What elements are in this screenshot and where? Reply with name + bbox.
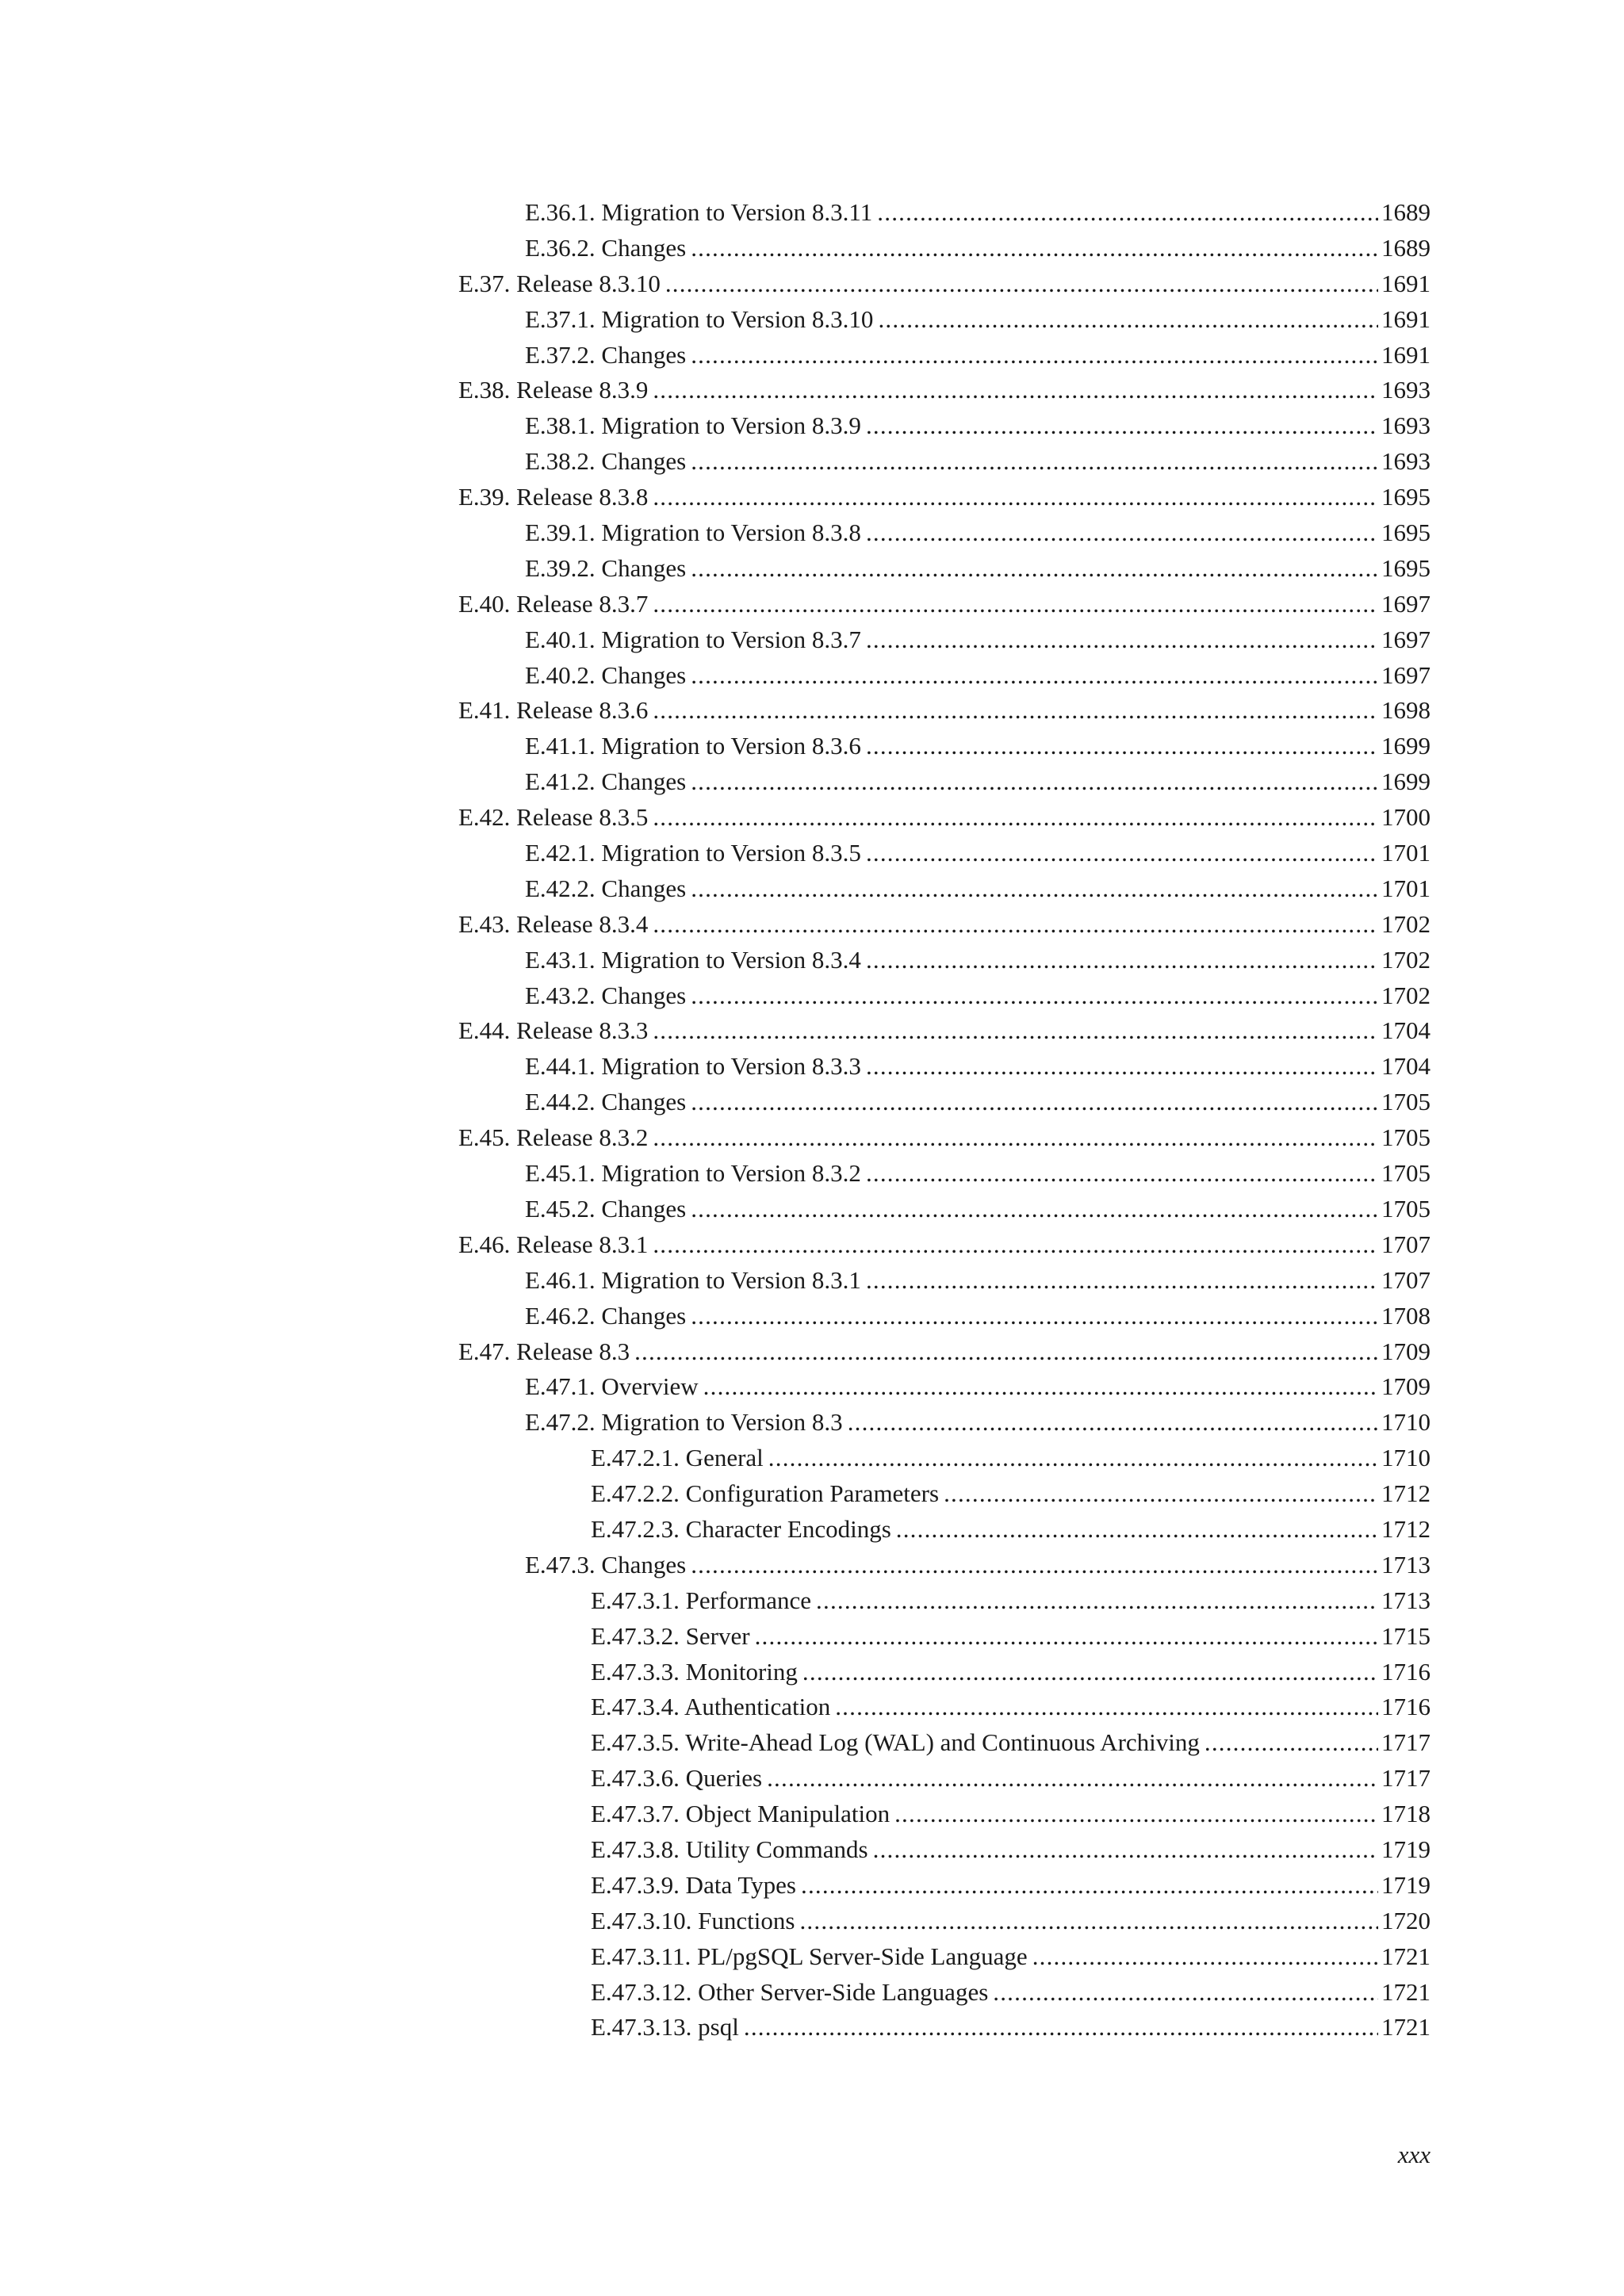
toc-entry-label: E.47.2.2. Configuration Parameters [591,1479,940,1508]
toc-entry[interactable] [458,871,1431,907]
toc-entry-page: 1693 [1381,411,1431,440]
dot-leader [691,871,1378,907]
toc-entry-label: E.47.3.6. Queries [591,1764,763,1793]
toc-entry[interactable] [458,373,1431,408]
toc-entry-page: 1707 [1381,1265,1431,1294]
dot-leader [691,764,1378,800]
toc-entry[interactable] [458,1369,1431,1405]
toc-entry-page: 1695 [1381,519,1431,547]
toc-entry-page: 1721 [1381,1977,1431,2006]
toc-entry[interactable] [458,338,1431,373]
dot-leader [653,907,1378,943]
dot-leader [691,444,1378,480]
toc-entry-label: E.42. Release 8.3.5 [458,803,649,832]
dot-leader [877,195,1378,231]
toc-entry-page: 1708 [1381,1301,1431,1330]
toc-entry[interactable] [458,1013,1431,1049]
toc-entry-label: E.47. Release 8.3 [458,1337,630,1365]
dot-leader [653,1120,1378,1156]
toc-entry-label: E.37.1. Migration to Version 8.3.10 [525,304,874,333]
dot-leader [866,1263,1378,1299]
toc-entry-label: E.44. Release 8.3.3 [458,1016,649,1045]
toc-entry-page: 1705 [1381,1088,1431,1116]
dot-leader [691,551,1378,587]
dot-leader [691,1192,1378,1227]
dot-leader [768,1441,1378,1476]
toc-entry-page: 1699 [1381,767,1431,796]
toc-entry-page: 1709 [1381,1337,1431,1365]
dot-leader [816,1583,1378,1619]
toc-entry[interactable] [458,1476,1431,1512]
dot-leader [767,1761,1378,1797]
toc-entry[interactable] [458,1761,1431,1797]
dot-leader [653,800,1378,836]
toc-entry[interactable] [458,231,1431,266]
toc-entry-label: E.47.1. Overview [525,1372,699,1401]
toc-entry-label: E.39. Release 8.3.8 [458,483,649,511]
dot-leader [755,1619,1378,1655]
dot-leader [866,515,1378,551]
dot-leader [866,622,1378,658]
toc-entry-label: E.47.3.8. Utility Commands [591,1835,868,1863]
toc-entry-page: 1701 [1381,839,1431,867]
toc-entry-page: 1712 [1381,1514,1431,1543]
toc-entry-page: 1700 [1381,803,1431,832]
dot-leader [1032,1939,1378,1975]
toc-entry[interactable] [458,658,1431,694]
toc-entry-page: 1717 [1381,1728,1431,1757]
toc-entry-label: E.36.2. Changes [525,233,687,262]
toc-entry-page: 1705 [1381,1159,1431,1188]
dot-leader [653,373,1378,408]
toc-entry[interactable] [458,1192,1431,1227]
dot-leader [801,1868,1378,1904]
toc-entry-page: 1701 [1381,874,1431,902]
toc-entry-page: 1689 [1381,233,1431,262]
dot-leader [993,1975,1378,2011]
dot-leader [691,1548,1378,1583]
toc-entry-page: 1720 [1381,1906,1431,1934]
toc-entry[interactable] [458,515,1431,551]
toc-entry-label: E.44.2. Changes [525,1088,687,1116]
toc-entry[interactable] [458,587,1431,622]
dot-leader [866,836,1378,871]
toc-entry-page: 1719 [1381,1870,1431,1899]
toc-entry-label: E.45. Release 8.3.2 [458,1123,649,1152]
toc-entry-label: E.41.2. Changes [525,767,687,796]
page-number: xxx [1397,2141,1431,2168]
toc-entry-label: E.39.1. Migration to Version 8.3.8 [525,519,861,547]
dot-leader [866,943,1378,978]
dot-leader [873,1832,1378,1868]
toc-entry-page: 1697 [1381,625,1431,653]
toc-entry[interactable] [458,1583,1431,1619]
toc-entry-page: 1721 [1381,2013,1431,2042]
toc-entry-label: E.47.3.13. psql [591,2013,739,2042]
toc-entry[interactable] [458,1868,1431,1904]
dot-leader [744,2010,1378,2045]
toc-entry-label: E.47.2. Migration to Version 8.3 [525,1408,843,1437]
toc-entry-page: 1691 [1381,269,1431,297]
toc-entry-page: 1716 [1381,1657,1431,1686]
toc-entry-label: E.47.3.11. PL/pgSQL Server-Side Language [591,1942,1028,1970]
toc-entry[interactable] [458,1797,1431,1832]
toc-entry[interactable] [458,729,1431,764]
dot-leader [944,1476,1378,1512]
toc-entry-label: E.36.1. Migration to Version 8.3.11 [525,198,873,226]
toc-entry-label: E.47.3.5. Write-Ahead Log (WAL) and Continuous Archiving [591,1728,1200,1757]
dot-leader [799,1904,1378,1939]
toc-entry[interactable] [458,551,1431,587]
toc-entry-label: E.47.3.4. Authentication [591,1693,831,1721]
toc-entry-label: E.47.3.9. Data Types [591,1870,796,1899]
toc-entry-page: 1695 [1381,483,1431,511]
toc-entry[interactable] [458,1441,1431,1476]
toc-entry-label: E.46.1. Migration to Version 8.3.1 [525,1265,861,1294]
toc-entry-label: E.37.2. Changes [525,340,687,369]
toc-entry[interactable] [458,907,1431,943]
dot-leader [653,1013,1378,1049]
toc-entry-page: 1717 [1381,1764,1431,1793]
dot-leader [665,266,1378,302]
toc-entry-label: E.44.1. Migration to Version 8.3.3 [525,1052,861,1081]
dot-leader [653,1227,1378,1263]
toc-entry-label: E.40.2. Changes [525,660,687,689]
toc-entry[interactable] [458,1725,1431,1761]
toc-entry[interactable] [458,480,1431,515]
dot-leader [866,1049,1378,1085]
toc-entry-label: E.38. Release 8.3.9 [458,376,649,404]
toc-entry-page: 1719 [1381,1835,1431,1863]
toc-entry[interactable] [458,1156,1431,1192]
toc-entry-label: E.43.1. Migration to Version 8.3.4 [525,945,861,974]
toc-entry-page: 1691 [1381,304,1431,333]
dot-leader [866,729,1378,764]
toc-entry[interactable] [458,764,1431,800]
dot-leader [835,1689,1378,1725]
toc-entry-page: 1704 [1381,1016,1431,1045]
toc-entry-page: 1710 [1381,1444,1431,1472]
toc-entry-page: 1697 [1381,589,1431,618]
toc-entry[interactable] [458,1120,1431,1156]
toc-entry-label: E.43.2. Changes [525,981,687,1009]
dot-leader [896,1512,1378,1548]
toc-entry[interactable] [458,1904,1431,1939]
toc-entry[interactable] [458,836,1431,871]
toc-entry-label: E.41.1. Migration to Version 8.3.6 [525,732,861,760]
toc-entry-page: 1698 [1381,696,1431,725]
dot-leader [866,408,1378,444]
toc-entry-label: E.40.1. Migration to Version 8.3.7 [525,625,861,653]
toc-entry[interactable] [458,1405,1431,1441]
toc-entry-label: E.47.3.2. Server [591,1621,750,1650]
toc-entry-page: 1697 [1381,660,1431,689]
toc-entry-page: 1710 [1381,1408,1431,1437]
table-of-contents [458,195,1431,2045]
toc-entry-label: E.42.2. Changes [525,874,687,902]
toc-entry-label: E.47.3.12. Other Server-Side Languages [591,1977,989,2006]
dot-leader [653,480,1378,515]
toc-entry-label: E.38.1. Migration to Version 8.3.9 [525,411,861,440]
toc-entry-page: 1712 [1381,1479,1431,1508]
toc-entry[interactable] [458,266,1431,302]
toc-entry-page: 1721 [1381,1942,1431,1970]
toc-entry-page: 1704 [1381,1052,1431,1081]
toc-entry-page: 1718 [1381,1800,1431,1828]
toc-entry-page: 1693 [1381,447,1431,476]
toc-entry-label: E.47.3.1. Performance [591,1586,812,1614]
toc-entry-page: 1693 [1381,376,1431,404]
dot-leader [691,231,1378,266]
toc-entry[interactable] [458,302,1431,338]
toc-entry[interactable] [458,1263,1431,1299]
toc-entry-page: 1689 [1381,198,1431,226]
toc-entry[interactable] [458,1299,1431,1334]
toc-entry[interactable] [458,1227,1431,1263]
dot-leader [848,1405,1378,1441]
toc-entry[interactable] [458,1689,1431,1725]
toc-entry-page: 1705 [1381,1123,1431,1152]
toc-entry-label: E.40. Release 8.3.7 [458,589,649,618]
toc-entry-page: 1705 [1381,1194,1431,1223]
dot-leader [691,338,1378,373]
toc-entry[interactable] [458,1619,1431,1655]
toc-entry[interactable] [458,444,1431,480]
toc-entry[interactable] [458,1049,1431,1085]
toc-entry-label: E.47.2.1. General [591,1444,764,1472]
toc-entry-page: 1713 [1381,1550,1431,1578]
dot-leader [703,1369,1378,1405]
dot-leader [1205,1725,1378,1761]
toc-entry[interactable] [458,800,1431,836]
toc-entry-label: E.42.1. Migration to Version 8.3.5 [525,839,861,867]
dot-leader [691,978,1378,1014]
toc-entry-page: 1715 [1381,1621,1431,1650]
dot-leader [653,587,1378,622]
dot-leader [691,1085,1378,1120]
toc-entry-label: E.45.1. Migration to Version 8.3.2 [525,1159,861,1188]
toc-entry-page: 1695 [1381,553,1431,582]
toc-entry[interactable] [458,195,1431,231]
dot-leader [802,1655,1378,1690]
toc-entry[interactable] [458,622,1431,658]
toc-entry[interactable] [458,1939,1431,1975]
toc-entry-label: E.37. Release 8.3.10 [458,269,661,297]
toc-entry-label: E.46.2. Changes [525,1301,687,1330]
toc-entry-label: E.38.2. Changes [525,447,687,476]
toc-entry-label: E.47.3.7. Object Manipulation [591,1800,891,1828]
toc-entry-page: 1691 [1381,340,1431,369]
dot-leader [634,1334,1378,1370]
toc-entry[interactable] [458,1655,1431,1690]
toc-entry[interactable] [458,1334,1431,1370]
toc-entry-page: 1702 [1381,981,1431,1009]
toc-entry-page: 1709 [1381,1372,1431,1401]
toc-entry[interactable] [458,943,1431,978]
toc-entry[interactable] [458,1975,1431,2011]
toc-entry-label: E.43. Release 8.3.4 [458,909,649,938]
toc-entry-page: 1702 [1381,945,1431,974]
dot-leader [653,693,1378,729]
toc-entry-page: 1713 [1381,1586,1431,1614]
toc-entry-label: E.47.2.3. Character Encodings [591,1514,891,1543]
dot-leader [691,1299,1378,1334]
toc-entry-page: 1702 [1381,909,1431,938]
dot-leader [878,302,1378,338]
toc-entry-label: E.47.3.10. Functions [591,1906,795,1934]
toc-entry-label: E.47.3.3. Monitoring [591,1657,798,1686]
toc-entry[interactable] [458,1832,1431,1868]
toc-entry-label: E.46. Release 8.3.1 [458,1230,649,1258]
toc-entry[interactable] [458,408,1431,444]
toc-entry-label: E.41. Release 8.3.6 [458,696,649,725]
toc-entry-label: E.39.2. Changes [525,553,687,582]
toc-entry[interactable] [458,978,1431,1014]
toc-entry-label: E.45.2. Changes [525,1194,687,1223]
toc-entry[interactable] [458,2010,1431,2045]
dot-leader [894,1797,1378,1832]
toc-entry[interactable] [458,1085,1431,1120]
toc-entry-page: 1707 [1381,1230,1431,1258]
toc-entry[interactable] [458,693,1431,729]
toc-entry-page: 1716 [1381,1693,1431,1721]
toc-entry-page: 1699 [1381,732,1431,760]
toc-entry-label: E.47.3. Changes [525,1550,687,1578]
toc-entry[interactable] [458,1548,1431,1583]
toc-entry[interactable] [458,1512,1431,1548]
dot-leader [866,1156,1378,1192]
dot-leader [691,658,1378,694]
